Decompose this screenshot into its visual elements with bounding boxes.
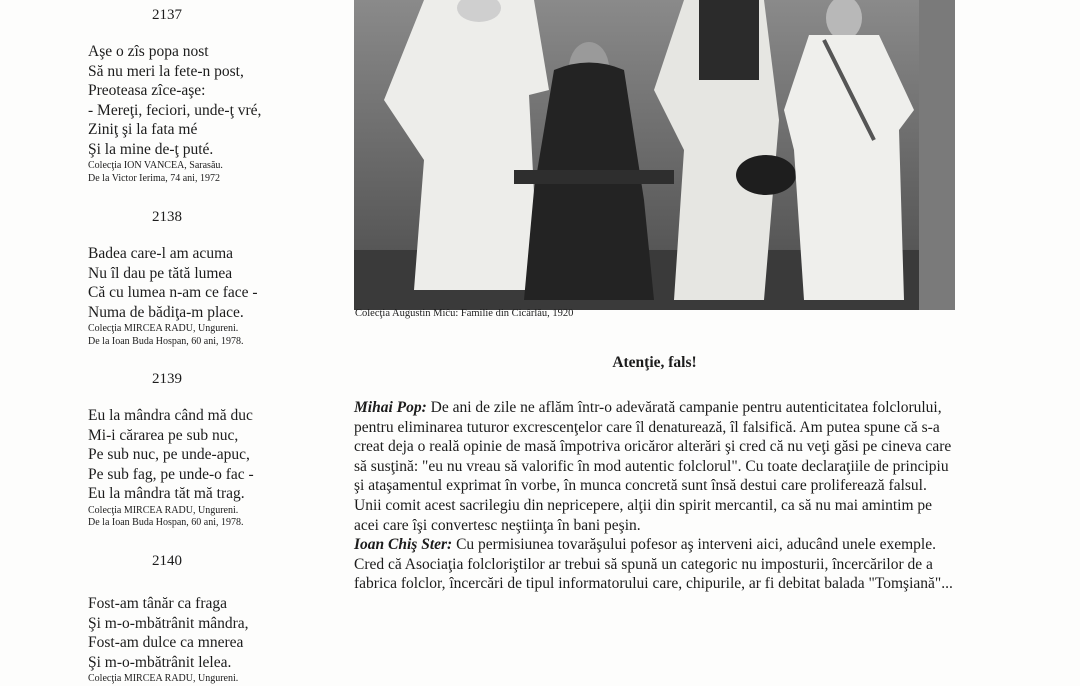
poem-source-line: Colecţia MIRCEA RADU, Ungureni. xyxy=(88,323,239,334)
poem-line: Eu la mândra când mă duc xyxy=(88,407,253,424)
poem-number: 2138 xyxy=(152,209,182,225)
paragraph-text: Cu permisiunea tovarăşului pofesor aş interveni aici, aducând unele exemple. Cred că Asociaţia folcloriştilor ar trebui să spună un categoric nu imposturii, încercărilor de a fabrica folclor, încercări de tipul informatorului care, chipurile, ar fi debitat balada "Tomşiană"... xyxy=(354,536,953,593)
poem-line: Preoteasa zîce-aşe: xyxy=(88,82,206,99)
poem-line: Mi-i cărarea pe sub nuc, xyxy=(88,426,239,444)
paragraph-text: De ani de zile ne aflăm într-o adevărată campanie pentru autenticitatea folclorului, pentru eliminarea tuturor excrescenţelor care îl denaturează, îl falsifică. Am putea spune că s-a creat deja o reală opinie de masă împotriva oricăror alterări şi cred că nu veţi găsi pe cineva care să susţină: "eu nu vreau să valorific în mod autentic folclorul". Cu toate declaraţiile de principiu şi ataşamentul exprimat în vorbe, în munca concretă sunt însă destui care proliferează falsul. Unii comit acest sacrilegiu din nepricepere, alţii din spirit mercantil, ca să nu mai amintim pe acei care îşi convertesc neştiinţa în bani peşin. xyxy=(354,399,952,534)
poem-line: Că cu lumea n-am ce face - xyxy=(88,284,258,301)
poem-line: Numa de bădiţa-m place. xyxy=(88,303,244,321)
poem xyxy=(88,406,328,530)
poem-lines xyxy=(88,244,328,322)
poem-line: Fost-am tânăr ca fraga xyxy=(88,595,228,612)
poem-line: Nu îl dau pe tătă lumea xyxy=(88,264,233,282)
article-heading: Atenţie, fals! xyxy=(612,354,697,371)
poem-line: Să nu meri la fete-n post, xyxy=(88,62,244,80)
article-paragraph xyxy=(354,535,954,594)
poem-line: Şi m-o-mbătrânit lelea. xyxy=(88,653,232,671)
poem-line: Pe sub fag, pe unde-o fac - xyxy=(88,465,254,483)
poem-source-line: Colecţia MIRCEA RADU, Ungureni. xyxy=(88,673,239,684)
poem-number: 2139 xyxy=(152,371,182,387)
speaker-name: Ioan Chiş Ster: xyxy=(354,536,453,554)
poem-source xyxy=(88,323,328,348)
article-paragraph xyxy=(354,398,954,535)
poem xyxy=(88,42,328,185)
poem-line: Eu la mândra tăt mă trag. xyxy=(88,485,245,502)
poem xyxy=(88,594,328,686)
poem-source-line: De la Ioan Buda Hospan, 60 ani, 1978. xyxy=(88,335,244,347)
poem-line: Şi m-o-mbătrânit mândra, xyxy=(88,614,249,632)
poem-line: Ziniţ şi la fata mé xyxy=(88,121,198,138)
family-photo-image xyxy=(354,0,955,310)
poem-line: Aşe o zîs popa nost xyxy=(88,43,209,60)
photo-caption: Colecţia Augustin Miĉu: Familie din Cicârlău, 1920 xyxy=(355,308,574,319)
poem-number: 2137 xyxy=(152,7,182,23)
family-photo xyxy=(354,0,955,310)
poem-line: Fost-am dulce ca mnerea xyxy=(88,634,244,651)
poem-source-line: Colecţia MIRCEA RADU, Ungureni. xyxy=(88,504,239,516)
poem-source xyxy=(88,160,328,185)
poem-lines xyxy=(88,406,328,504)
poem-lines xyxy=(88,594,328,672)
poem-lines xyxy=(88,42,328,159)
poem-source-line: De la Victor Ierima, 74 ani, 1972 xyxy=(88,172,220,184)
article-body xyxy=(354,398,954,594)
speaker-name: Mihai Pop: xyxy=(354,399,427,416)
poem-source-line: De la Ioan Buda Hospan, 60 ani, 1978. xyxy=(88,517,244,528)
poem-line: Pe sub nuc, pe unde-apuc, xyxy=(88,446,250,463)
poem-number: 2140 xyxy=(152,553,182,569)
poem xyxy=(88,244,328,348)
poem-line: - Mereţi, feciori, unde-ţ vré, xyxy=(88,101,262,119)
poem-line: Şi la mine de-ţ puté. xyxy=(88,140,214,158)
poem-line: Badea care-l am acuma xyxy=(88,245,234,262)
poem-source xyxy=(88,505,328,530)
poem-source-line: Colecţia ION VANCEA, Sarasău. xyxy=(88,160,223,171)
